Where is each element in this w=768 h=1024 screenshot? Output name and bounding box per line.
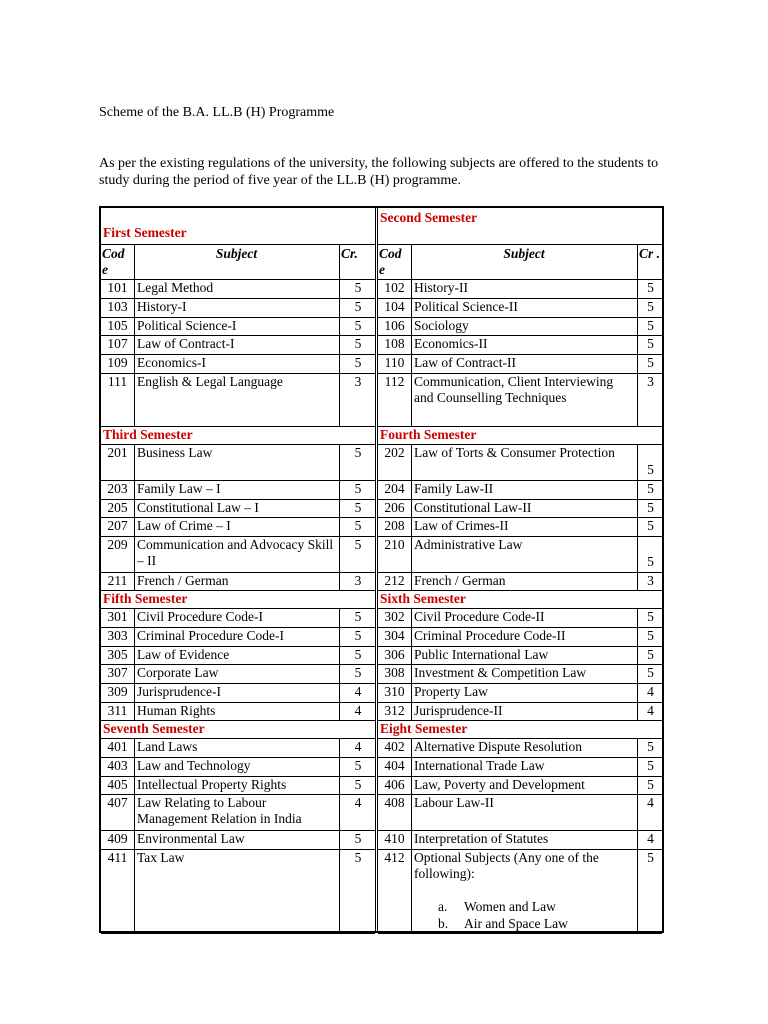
- table-row: [378, 373, 660, 426]
- table-row: [378, 298, 660, 317]
- course-code: 101: [107, 280, 128, 295]
- course-credits: 5: [647, 355, 654, 370]
- course-credits: 5: [647, 280, 654, 295]
- table-row: [101, 776, 373, 794]
- course-credits: 5: [354, 299, 362, 314]
- course-subject: Family Law – I: [137, 481, 221, 496]
- table-row: [378, 702, 660, 720]
- column-header-subject: Subject: [503, 246, 545, 261]
- table-row: [378, 757, 660, 776]
- semester-title: Seventh Semester: [103, 721, 205, 736]
- course-subject: Jurisprudence-II: [414, 703, 503, 718]
- course-subject: Labour Law-II: [414, 795, 494, 810]
- course-credits: 5: [647, 481, 654, 496]
- row-rule: [101, 720, 375, 721]
- course-subject: Law of Crimes-II: [414, 518, 509, 533]
- table-row: [101, 279, 373, 298]
- column-header-subject: Subject: [215, 246, 258, 261]
- course-code: 212: [384, 573, 405, 588]
- course-subject: Jurisprudence-I: [137, 684, 221, 699]
- course-credits: 5: [354, 850, 362, 865]
- optional-subject-label: Women and Law: [464, 899, 556, 914]
- table-row: [101, 335, 373, 354]
- course-subject: Law of Contract-II: [414, 355, 516, 370]
- table-row: [101, 830, 373, 849]
- table-row: [378, 536, 660, 572]
- course-code: 407: [107, 795, 128, 810]
- course-code: 307: [107, 665, 128, 680]
- course-code: 312: [384, 703, 405, 718]
- row-rule: [101, 933, 375, 934]
- course-code: 105: [107, 318, 128, 333]
- course-subject: Law and Technology: [137, 758, 251, 773]
- column-rule: [411, 244, 412, 426]
- course-credits: 5: [354, 336, 362, 351]
- course-code: 112: [384, 374, 405, 389]
- table-row: [101, 354, 373, 373]
- course-code: 203: [107, 481, 128, 496]
- course-credits: 5: [354, 831, 362, 846]
- course-subject: Property Law: [414, 684, 488, 699]
- course-subject: French / German: [137, 573, 229, 588]
- course-credits: 5: [647, 628, 654, 643]
- course-subject: Investment & Competition Law: [414, 665, 587, 680]
- semester-title: First Semester: [103, 225, 187, 240]
- optional-subject-item: [414, 916, 634, 933]
- semester-title: Sixth Semester: [380, 591, 466, 606]
- table-row: [378, 354, 660, 373]
- course-subject: Economics-II: [414, 336, 488, 351]
- table-row: [101, 794, 373, 830]
- table-row: [101, 444, 373, 480]
- table-row: [378, 499, 660, 517]
- course-code: 209: [107, 537, 128, 552]
- table-row: [101, 646, 373, 664]
- table-row: [378, 444, 660, 480]
- course-credits: 4: [354, 684, 362, 699]
- column-rule: [339, 244, 340, 426]
- column-header-credits: Cr .: [639, 246, 660, 261]
- table-row: [378, 608, 660, 627]
- semester-title: Second Semester: [380, 210, 478, 225]
- column-rule: [411, 608, 412, 720]
- column-header-code: Cod e: [379, 246, 402, 277]
- course-credits: 5: [647, 665, 654, 680]
- column-rule: [637, 608, 638, 720]
- course-code: 309: [107, 684, 128, 699]
- row-rule: [101, 590, 375, 591]
- course-credits: 5: [354, 758, 362, 773]
- course-subject: Corporate Law: [137, 665, 219, 680]
- row-rule: [378, 244, 662, 245]
- column-rule: [134, 738, 135, 933]
- column-rule: [339, 608, 340, 720]
- course-code: 111: [107, 374, 128, 389]
- course-code: 402: [384, 739, 405, 754]
- course-credits: 5: [354, 500, 362, 515]
- column-rule: [134, 244, 135, 426]
- column-rule: [637, 244, 638, 426]
- course-credits: 5: [647, 318, 654, 333]
- course-subject: Business Law: [137, 445, 213, 460]
- course-credits: 5: [647, 500, 654, 515]
- semester-title: Fourth Semester: [380, 427, 477, 442]
- table-row: [101, 373, 373, 426]
- course-subject: English & Legal Language: [137, 374, 283, 389]
- table-row: [378, 317, 660, 335]
- course-credits: 5: [354, 777, 362, 792]
- course-credits: 5: [647, 518, 654, 533]
- table-row: [378, 646, 660, 664]
- course-subject: Civil Procedure Code-I: [137, 609, 263, 624]
- table-row: [101, 608, 373, 627]
- semester-title: Third Semester: [103, 427, 193, 442]
- course-credits: 5: [354, 665, 362, 680]
- course-credits: 4: [354, 795, 362, 810]
- course-credits: 5: [354, 537, 362, 552]
- course-code: 409: [107, 831, 128, 846]
- course-subject: Law, Poverty and Development: [414, 777, 585, 792]
- course-subject: Communication and Advocacy Skill – II: [137, 537, 334, 568]
- table-row: [101, 298, 373, 317]
- course-credits: 5: [647, 299, 654, 314]
- course-code: 110: [384, 355, 405, 370]
- row-rule: [378, 720, 662, 721]
- course-code: 109: [107, 355, 128, 370]
- course-code: 207: [107, 518, 128, 533]
- row-rule: [378, 933, 662, 934]
- table-row: [101, 738, 373, 757]
- course-subject: Intellectual Property Rights: [137, 777, 287, 792]
- course-credits: 5: [354, 318, 362, 333]
- course-credits: 3: [647, 374, 654, 389]
- course-subject: Law of Crime – I: [137, 518, 231, 533]
- course-subject: Civil Procedure Code-II: [414, 609, 545, 624]
- course-subject: Administrative Law: [414, 537, 523, 552]
- table-row: [101, 664, 373, 683]
- optional-subject-item: [414, 899, 634, 916]
- course-credits: 4: [647, 684, 654, 699]
- course-subject: Political Science-II: [414, 299, 518, 314]
- table-row: [101, 572, 373, 590]
- table-row: [378, 335, 660, 354]
- course-subject: Law of Evidence: [137, 647, 230, 662]
- course-code: 205: [107, 500, 128, 515]
- row-rule: [378, 426, 662, 427]
- course-subject: Communication, Client Interviewing and Counselling Techniques: [414, 374, 614, 405]
- course-code: 104: [384, 299, 405, 314]
- course-code: 201: [107, 445, 128, 460]
- column-rule: [411, 738, 412, 933]
- course-subject: Tax Law: [137, 850, 185, 865]
- table-row: [378, 572, 660, 590]
- course-code: 103: [107, 299, 128, 314]
- course-credits: 5: [647, 758, 654, 773]
- course-subject: Law Relating to Labour Management Relation in India: [137, 795, 302, 826]
- course-credits: 5: [354, 445, 362, 460]
- course-code: 408: [384, 795, 405, 810]
- course-subject: Interpretation of Statutes: [414, 831, 549, 846]
- course-subject: Land Laws: [137, 739, 198, 754]
- course-credits: 5: [354, 628, 362, 643]
- row-rule: [378, 590, 662, 591]
- course-code: 411: [107, 850, 128, 865]
- table-row: [101, 480, 373, 499]
- course-subject: Constitutional Law-II: [414, 500, 532, 515]
- course-credits: 4: [647, 795, 654, 810]
- course-subject: Criminal Procedure Code-I: [137, 628, 284, 643]
- course-code: 310: [384, 684, 405, 699]
- course-code: 406: [384, 777, 405, 792]
- course-code: 401: [107, 739, 128, 754]
- course-subject: Public International Law: [414, 647, 549, 662]
- table-left-half: [101, 208, 375, 931]
- course-credits: 5: [354, 609, 362, 624]
- course-credits: 5: [647, 609, 654, 624]
- table-row: [101, 627, 373, 646]
- course-code: 206: [384, 500, 405, 515]
- course-subject: International Trade Law: [414, 758, 545, 773]
- course-subject: Law of Torts & Consumer Protection: [414, 445, 615, 460]
- table-row: [378, 683, 660, 702]
- semester-title: Eight Semester: [380, 721, 468, 736]
- table-row: [101, 517, 373, 536]
- course-subject: Economics-I: [137, 355, 206, 370]
- course-subject: Political Science-I: [137, 318, 237, 333]
- list-marker: a.: [438, 899, 448, 914]
- course-code: 410: [384, 831, 405, 846]
- course-subject: Constitutional Law – I: [137, 500, 259, 515]
- course-code: 303: [107, 628, 128, 643]
- table-row: [101, 536, 373, 572]
- row-rule: [101, 426, 375, 427]
- course-subject: Alternative Dispute Resolution: [414, 739, 582, 754]
- course-credits: 5: [647, 647, 654, 662]
- course-credits: 5: [647, 739, 654, 754]
- row-rule: [101, 244, 375, 245]
- course-subject: Criminal Procedure Code-II: [414, 628, 566, 643]
- course-code: 208: [384, 518, 405, 533]
- course-credits: 4: [647, 703, 654, 718]
- intro-paragraph: As per the existing regulations of the university, the following subjects are offered to the students to study during the period of five year of the LL.B (H) programme.: [99, 156, 659, 188]
- semester-title: Fifth Semester: [103, 591, 188, 606]
- course-credits: 5: [354, 481, 362, 496]
- course-credits: 3: [354, 573, 362, 588]
- table-row: [378, 830, 660, 849]
- course-code: 107: [107, 336, 128, 351]
- table-row: [378, 664, 660, 683]
- course-credits: 4: [647, 831, 654, 846]
- table-row: [101, 757, 373, 776]
- course-code: 412: [384, 850, 405, 865]
- curriculum-table: [99, 206, 664, 933]
- column-rule: [134, 608, 135, 720]
- column-rule: [411, 444, 412, 590]
- table-row: [101, 702, 373, 720]
- course-credits: 5: [354, 280, 362, 295]
- course-subject: Law of Contract-I: [137, 336, 235, 351]
- course-code: 305: [107, 647, 128, 662]
- course-code: 301: [107, 609, 128, 624]
- course-code: 106: [384, 318, 405, 333]
- course-subject: French / German: [414, 573, 506, 588]
- course-subject: Human Rights: [137, 703, 216, 718]
- course-code: 304: [384, 628, 405, 643]
- course-subject: History-II: [414, 280, 468, 295]
- table-row: [378, 517, 660, 536]
- course-code: 204: [384, 481, 405, 496]
- course-subject: Family Law-II: [414, 481, 494, 496]
- course-credits: 4: [354, 739, 362, 754]
- table-row: [378, 776, 660, 794]
- table-row: [378, 627, 660, 646]
- table-row: [101, 317, 373, 335]
- column-rule: [637, 738, 638, 933]
- course-credits: 3: [354, 374, 362, 389]
- column-header-credits: Cr.: [341, 246, 358, 261]
- course-code: 405: [107, 777, 128, 792]
- course-code: 210: [384, 537, 405, 552]
- course-credits: 5: [647, 336, 654, 351]
- course-subject: Environmental Law: [137, 831, 245, 846]
- table-row: [378, 480, 660, 499]
- course-credits: 4: [354, 703, 362, 718]
- column-rule: [339, 444, 340, 590]
- table-right-half: [378, 208, 662, 931]
- course-code: 404: [384, 758, 405, 773]
- table-row: [378, 738, 660, 757]
- course-subject: History-I: [137, 299, 187, 314]
- course-credits: 5: [647, 462, 654, 477]
- course-credits: 5: [647, 554, 654, 569]
- table-row: [378, 279, 660, 298]
- column-header-code: Cod e: [102, 246, 125, 277]
- course-code: 308: [384, 665, 405, 680]
- list-marker: b.: [438, 916, 449, 931]
- course-code: 403: [107, 758, 128, 773]
- course-code: 302: [384, 609, 405, 624]
- table-row: [101, 683, 373, 702]
- page-title: Scheme of the B.A. LL.B (H) Programme: [99, 105, 335, 120]
- course-credits: 5: [647, 777, 654, 792]
- optional-subject-label: Air and Space Law: [464, 916, 568, 931]
- course-code: 211: [107, 573, 128, 588]
- course-credits: 5: [354, 518, 362, 533]
- table-row: [378, 794, 660, 830]
- column-rule: [339, 738, 340, 933]
- course-code: 108: [384, 336, 405, 351]
- course-subject: Sociology: [414, 318, 469, 333]
- course-credits: 5: [354, 355, 362, 370]
- table-row: [101, 849, 373, 933]
- column-rule: [134, 444, 135, 590]
- course-code: 306: [384, 647, 405, 662]
- course-subject: Optional Subjects (Any one of the following):: [414, 850, 599, 881]
- course-credits: 5: [647, 850, 654, 865]
- course-subject: Legal Method: [137, 280, 214, 295]
- course-code: 102: [384, 280, 405, 295]
- table-row: [101, 499, 373, 517]
- column-rule: [637, 444, 638, 590]
- course-credits: 5: [354, 647, 362, 662]
- course-code: 311: [107, 703, 128, 718]
- course-credits: 3: [647, 573, 654, 588]
- course-code: 202: [384, 445, 405, 460]
